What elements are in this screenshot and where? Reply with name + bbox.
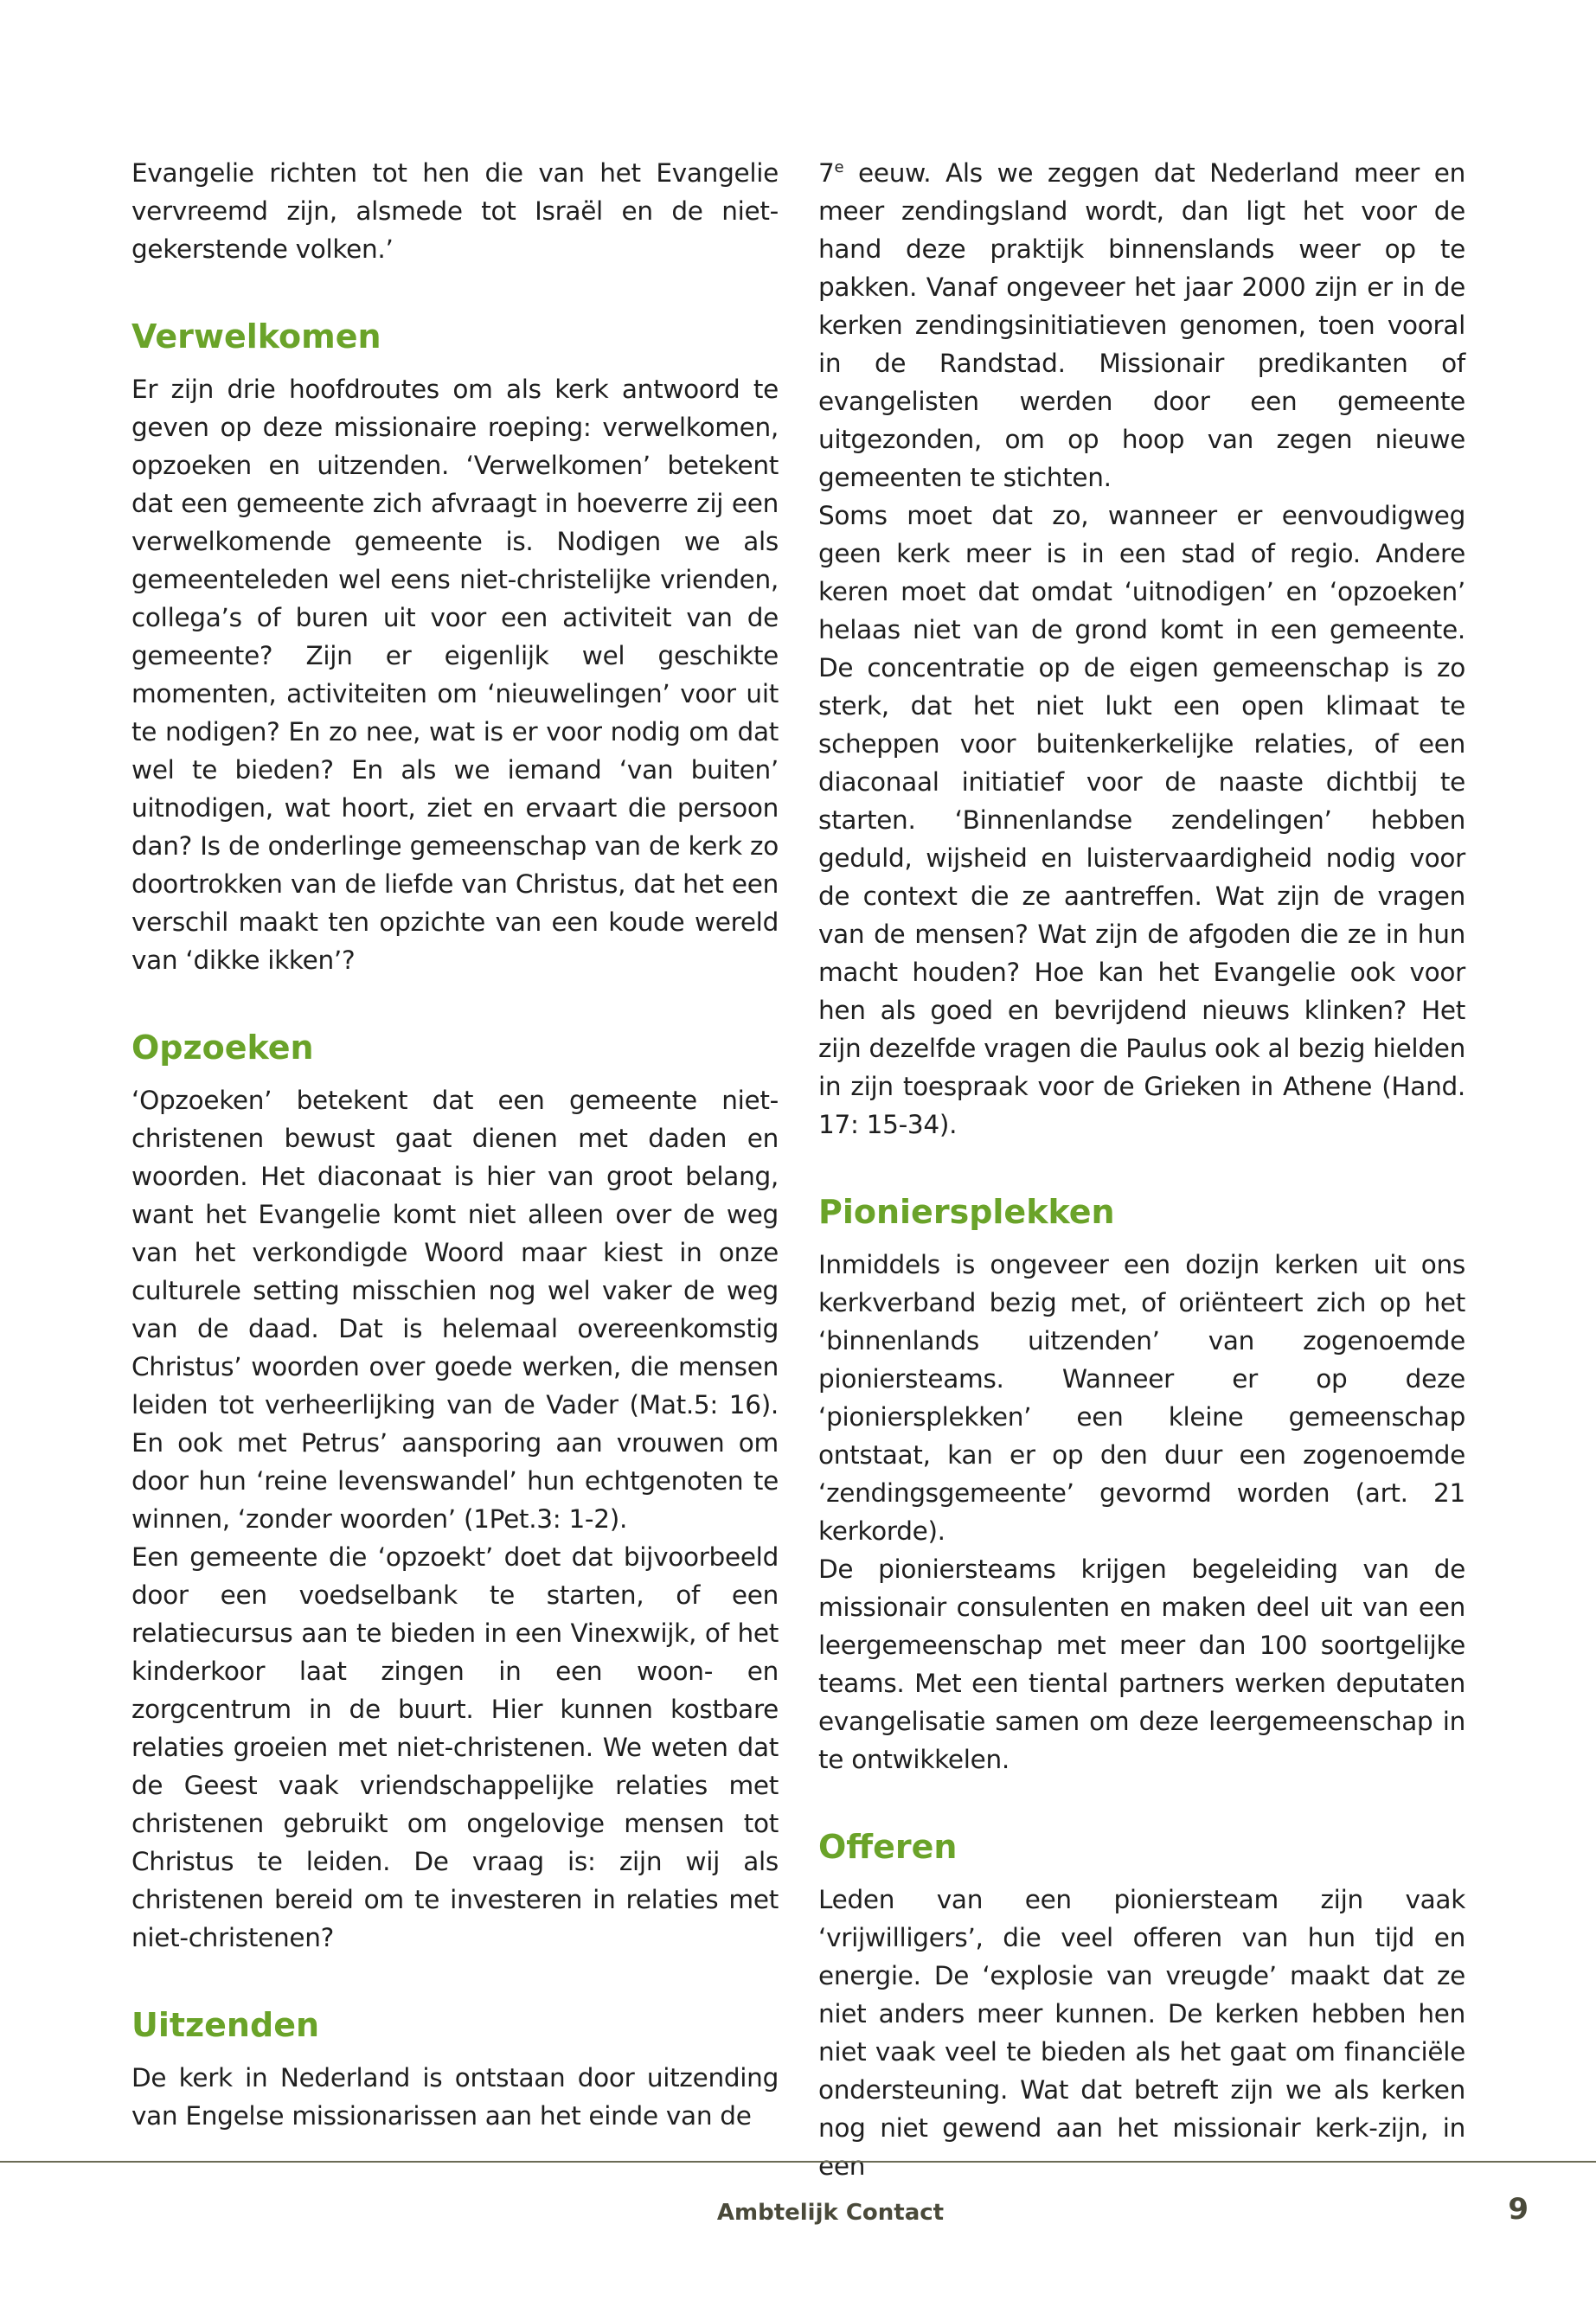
heading-offeren: Offeren (818, 1828, 958, 1866)
left-column (131, 154, 779, 2135)
paragraph-soms: Soms moet dat zo, wanneer er eenvoudigweg geen kerk meer is in een stad of regio. Andere keren moet dat omdat ‘uitnodigen’ en ‘opzoeken’ helaas niet van de grond komt in een gemeente. De concentratie op de eigen gemeenschap is zo sterk, dat het niet lukt een open klimaat te scheppen voor buitenkerkelijke relaties, of een diaconaal initiatief voor de naaste dichtbij te starten. ‘Binnenlandse zendelingen’ hebben geduld, wijsheid en luistervaardigheid nodig voor de context die ze aantreffen. Wat zijn de vragen van de mensen? Wat zijn de afgoden die ze in hun macht houden? Hoe kan het Evangelie ook voor hen als goed en bevrijdend nieuws klinken? Het zijn dezelfde vragen die Paulus ook al bezig hielden in zijn toespraak voor de Grieken in Athene (Hand. 17: 15-34). (818, 501, 1465, 1139)
century-number: 7 (818, 158, 835, 188)
paragraph-uitzenden: De kerk in Nederland is ontstaan door uitzending van Engelse missionarissen aan het einde van de (131, 2063, 779, 2131)
paragraph-verwelkomen: Er zijn drie hoofdroutes om als kerk antwoord te geven op deze missionaire roeping: verwelkomen, opzoeken en uitzenden. ‘Verwelkomen’ betekent dat een gemeente zich afvraagt in hoeverre zij een verwelkomende gemeente is. Nodigen we als gemeenteleden wel eens niet-christelijke vrienden, collega’s of buren uit voor een activiteit van de gemeente? Zijn er eigenlijk wel geschikte momenten, activiteiten om ‘nieuwelingen’ voor uit te nodigen? En zo nee, wat is er voor nodig om dat wel te bieden? En als we iemand ‘van buiten’ uitnodigen, wat hoort, ziet en ervaart die persoon dan? Is de onderlinge gemeenschap van de kerk zo doortrokken van de liefde van Christus, dat het een verschil maakt ten opzichte van een koude wereld van ‘dikke ikken’? (131, 375, 779, 975)
heading-uitzenden: Uitzenden (131, 2006, 320, 2044)
paragraph-opzoeken-2: Een gemeente die ‘opzoekt’ doet dat bijvoorbeeld door een voedselbank te starten, of een relatiecursus aan te bieden in een Vinexwijk, of het kinderkoor laat zingen in een woon- en zorgcentrum in de buurt. Hier kunnen kostbare relaties groeien met niet-christenen. We weten dat de Geest vaak vriendschappelijke relaties met christenen gebruikt om ongelovige mensen tot Christus te leiden. De vraag is: zijn wij als christenen bereid om te investeren in relaties met niet-christenen? (131, 1542, 779, 1952)
heading-pioniersplekken: Pioniersplekken (818, 1193, 1115, 1231)
intro-paragraph: Evangelie richten tot hen die van het Evangelie vervreemd zijn, alsmede tot Israël en de niet-gekerstende volken.’ (131, 158, 779, 264)
paragraph-pioniersplekken-1: Inmiddels is ongeveer een dozijn kerken uit ons kerkverband bezig met, of oriënteert zich op het ‘binnenlands uitzenden’ van zogenoemde pioniersteams. Wanneer er op deze ‘pioniersplekken’ een kleine gemeenschap ontstaat, kan er op den duur een zogenoemde ‘zendingsgemeente’ gevormd worden (art. 21 kerkorde). (818, 1250, 1465, 1546)
paragraph-opzoeken-1: ‘Opzoeken’ betekent dat een gemeente niet-christenen bewust gaat dienen met daden en woorden. Het diaconaat is hier van groot belang, want het Evangelie komt niet alleen over de weg van het verkondigde Woord maar kiest in onze culturele setting misschien nog wel vaker de weg van de daad. Dat is helemaal overeenkomstig Christus’ woorden over goede werken, die mensen leiden tot verheerlijking van de Vader (Mat.5: 16). En ook met Petrus’ aansporing aan vrouwen om door hun ‘reine levenswandel’ hun echtgenoten te winnen, ‘zonder woorden’ (1Pet.3: 1-2). (131, 1086, 779, 1534)
footer-publication-title: Ambtelijk Contact (716, 2200, 945, 2226)
paragraph-uitzenden-rest: eeuw. Als we zeggen dat Nederland meer en meer zendingsland wordt, dan ligt het voor de hand deze praktijk binnenslands weer op te pakken. Vanaf ongeveer het jaar 2000 zijn er in de kerken zendingsinitiatieven genomen, toen vooral in de Randstad. Missionair predikanten of evangelisten werden door een gemeente uitgezonden, om op hoop van zegen nieuwe gemeenten te stichten. (818, 158, 1465, 492)
right-column (818, 154, 1465, 2185)
paragraph-pioniersplekken-2: De pioniersteams krijgen begeleiding van de missionair consulenten en maken deel uit van een leergemeenschap met meer dan 100 soortgelijke teams. Met een tiental partners werken deputaten evangelisatie samen om deze leergemeenschap in te ontwikkelen. (818, 1554, 1465, 1774)
paragraph-offeren: Leden van een pioniersteam zijn vaak ‘vrijwilligers’, die veel offeren van hun tijd en energie. De ‘explosie van vreugde’ maakt dat ze niet anders meer kunnen. De kerken hebben hen niet vaak veel te bieden als het gaat om financiële ondersteuning. Wat dat betreft zijn we als kerken nog niet gewend aan het missionair kerk-zijn, in een (818, 1885, 1465, 2181)
page-number: 9 (1508, 2192, 1529, 2227)
footer-divider (0, 2161, 1596, 2163)
century-superscript: e (834, 158, 844, 177)
paragraph-uitzenden-continued (818, 154, 1465, 497)
heading-verwelkomen: Verwelkomen (131, 317, 381, 356)
heading-opzoeken: Opzoeken (131, 1029, 314, 1067)
